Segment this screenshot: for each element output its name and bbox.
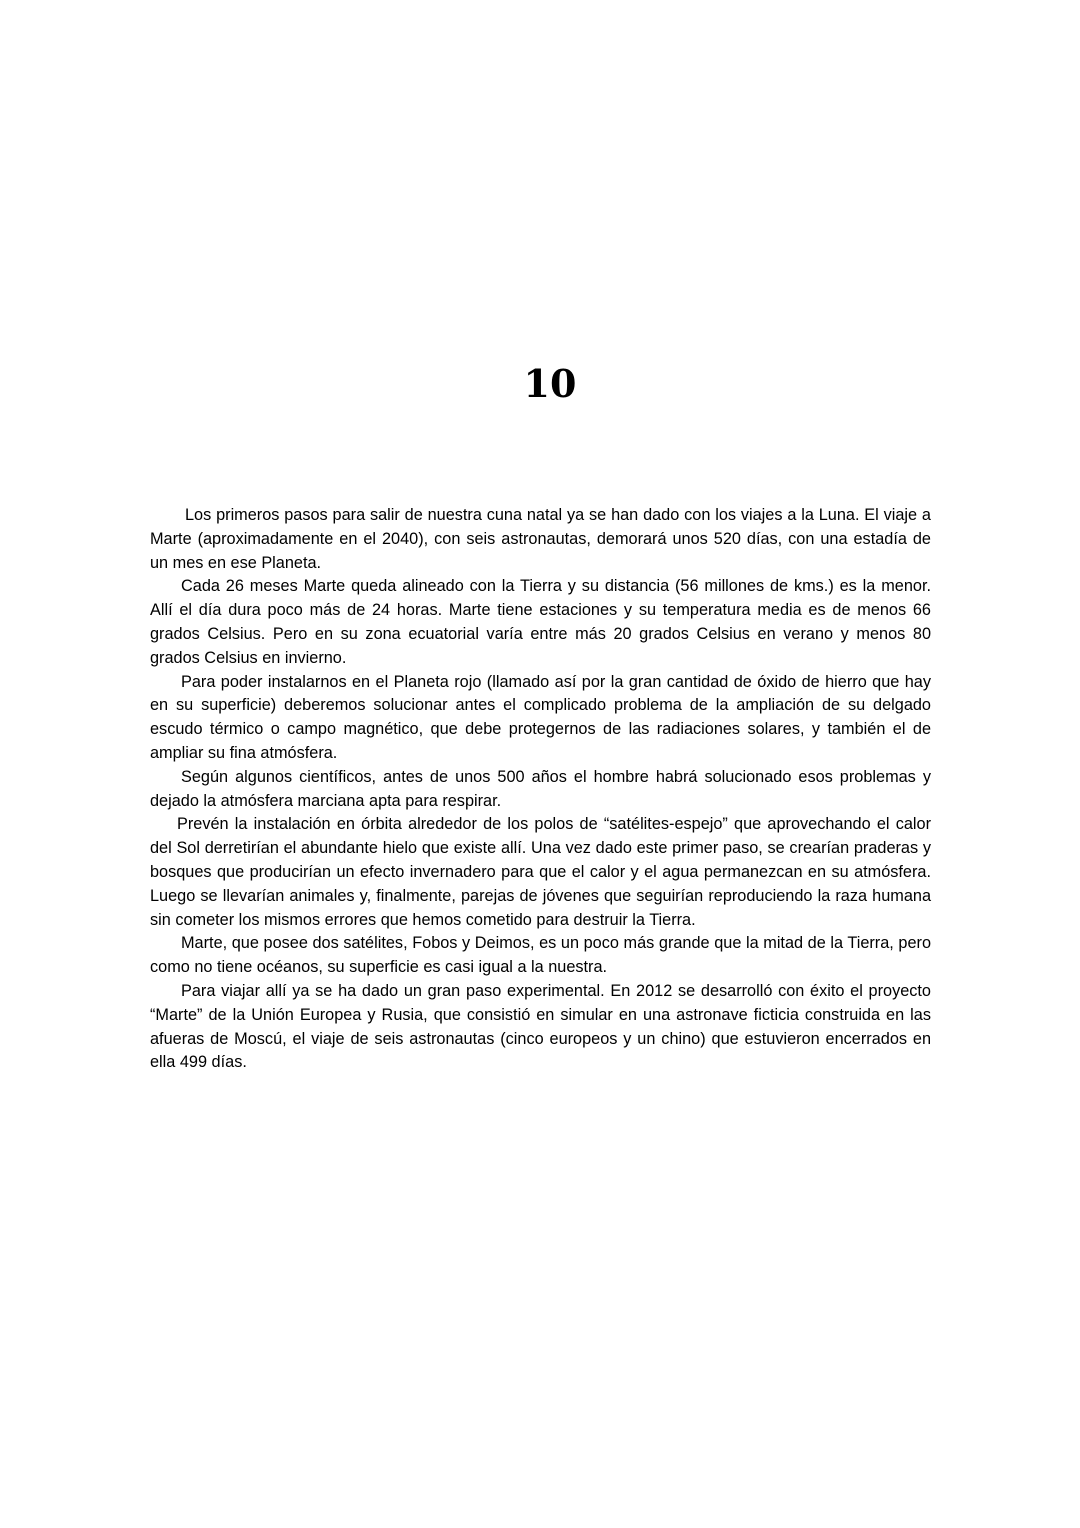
paragraph: Para viajar allí ya se ha dado un gran paso experimental. En 2012 se desarrolló con éxito el proyecto “Marte” de la Unión Europea y Rusia, que consistió en simular en una astronave ficticia construida en las afueras de Moscú, el viaje de seis astronautas (cinco europeos y un chino) que estuvieron encerrados en ella 499 días. (150, 981, 931, 1072)
paragraph: Para poder instalarnos en el Planeta rojo (llamado así por la gran cantidad de óxido de hierro que hay en su superficie) deberemos solucionar antes el complicado problema de la ampliación de su delgado escudo térmico o campo magnético, que debe protegernos de las radiaciones solares, y también el de ampliar su fina atmósfera. (150, 672, 931, 762)
chapter-body (150, 504, 931, 1075)
paragraph: Marte, que posee dos satélites, Fobos y Deimos, es un poco más grande que la mitad de la Tierra, pero como no tiene océanos, su superficie es casi igual a la nuestra. (150, 934, 931, 977)
chapter-number: 10 (523, 361, 577, 406)
paragraph: Los primeros pasos para salir de nuestra cuna natal ya se han dado con los viajes a la Luna. El viaje a Marte (aproximadamente en el 2040), con seis astronautas, demorará unos 520 días, con una estadía de un mes en ese Planeta. (150, 506, 931, 572)
paragraph: Cada 26 meses Marte queda alineado con la Tierra y su distancia (56 millones de kms.) es la menor. Allí el día dura poco más de 24 horas. Marte tiene estaciones y su temperatura media es de menos 66 grados Celsius. Pero en su zona ecuatorial varía entre más 20 grados Celsius en verano y menos 80 grados Celsius en invierno. (150, 577, 931, 667)
paragraph: Según algunos científicos, antes de unos 500 años el hombre habrá solucionado esos problemas y dejado la atmósfera marciana apta para respirar. (150, 767, 931, 810)
paragraph: Prevén la instalación en órbita alrededor de los polos de “satélites-espejo” que aprovechando el calor del Sol derretirían el abundante hielo que existe allí. Una vez dado este primer paso, se crearían praderas y bosques que producirían un efecto invernadero para que el calor y el agua permanezcan en su atmósfera. Luego se llevarían animales y, finalmente, parejas de jóvenes que seguirían reproduciendo la raza humana sin cometer los mismos errores que hemos cometido para destruir la Tierra. (150, 815, 931, 929)
